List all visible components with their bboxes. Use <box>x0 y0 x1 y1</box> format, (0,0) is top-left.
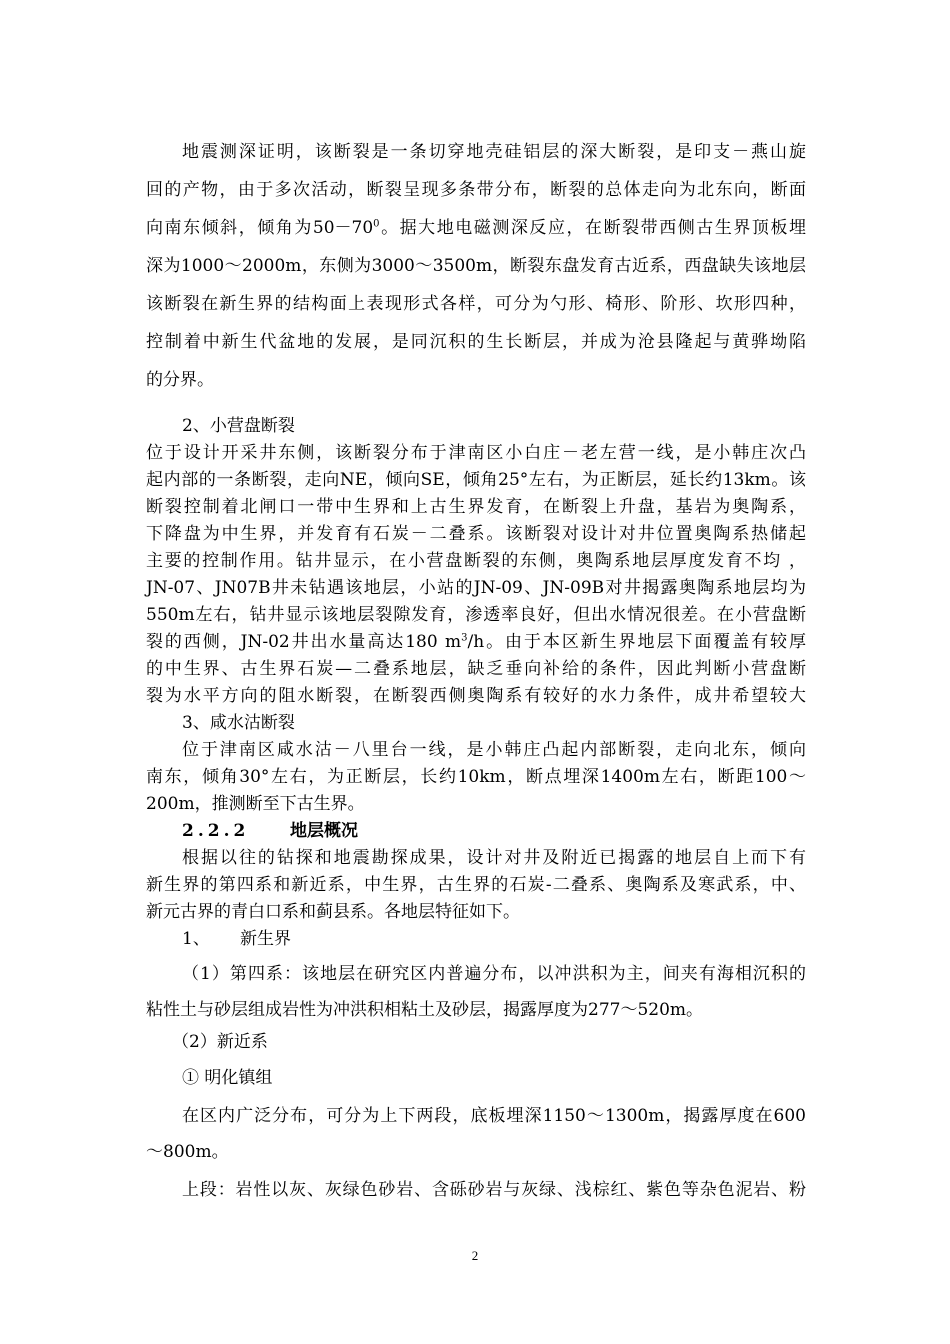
paragraph-line: 控制着中新生代盆地的发展，是同沉积的生长断层，并成为沧县隆起与黄骅坳陷 <box>146 332 806 352</box>
list-title: 新生界 <box>240 929 291 949</box>
paragraph-line: 位于津南区咸水沽－八里台一线，是小韩庄凸起内部断裂，走向北东，倾向 <box>182 740 806 760</box>
paragraph-line <box>146 632 806 652</box>
degree-superscript: 0 <box>373 218 380 230</box>
sub-heading: （2）新近系 <box>172 1032 268 1052</box>
section-heading: 2、小营盘断裂 <box>182 416 295 436</box>
list-number: 1、 <box>182 929 210 949</box>
paragraph-line: 位于设计开采井东侧，该断裂分布于津南区小白庄－老左营一线，是小韩庄次凸 <box>146 443 806 463</box>
paragraph-line: 该断裂在新生界的结构面上表现形式各样，可分为勺形、椅形、阶形、坎形四种， <box>146 294 806 314</box>
paragraph-line-part: 裂的西侧，JN-02井出水量高达180 m <box>146 632 462 652</box>
paragraph-line: 起内部的一条断裂，走向NE，倾向SE，倾角25°左右，为正断层，延长约13km。该 <box>146 470 806 490</box>
paragraph-line: 新生界的第四系和新近系，中生界，古生界的石炭-二叠系、奥陶系及寒武系，中、 <box>146 875 806 895</box>
sub-heading: ① 明化镇组 <box>182 1068 273 1088</box>
paragraph-line: 在区内广泛分布，可分为上下两段，底板埋深1150～1300m，揭露厚度在600 <box>182 1106 806 1126</box>
paragraph-line: 深为1000～2000m，东侧为3000～3500m，断裂东盘发育古近系，西盘缺失该地层 <box>146 256 806 276</box>
paragraph-line: 根据以往的钻探和地震勘探成果，设计对井及附近已揭露的地层自上而下有 <box>182 848 806 868</box>
paragraph-line: 下降盘为中生界，并发育有石炭－二叠系。该断裂对设计对井位置奥陶系热储起 <box>146 524 806 544</box>
paragraph-line: （1）第四系：该地层在研究区内普遍分布，以冲洪积为主，间夹有海相沉积的 <box>182 964 806 984</box>
paragraph-line: 回的产物，由于多次活动，断裂呈现多条带分布，断裂的总体走向为北东向，断面 <box>146 180 806 200</box>
paragraph-line-part: /h。由于本区新生界地层下面覆盖有较厚 <box>467 632 806 652</box>
subsection-title: 地层概况 <box>290 821 358 841</box>
paragraph-line: 550m左右，钻井显示该地层裂隙发育，渗透率良好，但出水情况很差。在小营盘断 <box>146 605 806 625</box>
paragraph-line-part: 。据大地电磁测深反应，在断裂带西侧古生界顶板埋 <box>379 218 807 238</box>
paragraph-line: 200m，推测断至下古生界。 <box>146 794 365 814</box>
paragraph-line: 南东，倾角30°左右，为正断层，长约10km，断点埋深1400m左右，断距100～ <box>146 767 806 787</box>
paragraph-line: 上段：岩性以灰、灰绿色砂岩、含砾砂岩与灰绿、浅棕红、紫色等杂色泥岩、粉 <box>182 1180 806 1200</box>
paragraph-line: 断裂控制着北闸口一带中生界和上古生界发育，在断裂上升盘，基岩为奥陶系， <box>146 497 806 517</box>
paragraph-line <box>146 218 806 238</box>
paragraph-line: JN-07、JN07B井未钻遇该地层，小站的JN-09、JN-09B对井揭露奥陶系地层均为 <box>146 578 806 598</box>
paragraph-line: ～800m。 <box>146 1142 229 1162</box>
paragraph-line: 粘性土与砂层组成岩性为冲洪积相粘土及砂层，揭露厚度为277～520m。 <box>146 1000 704 1020</box>
paragraph-line: 主要的控制作用。钻井显示，在小营盘断裂的东侧，奥陶系地层厚度发育不均 ， <box>146 551 806 571</box>
page-number: 2 <box>471 1248 479 1263</box>
paragraph-line: 裂为水平方向的阻水断裂，在断裂西侧奥陶系有较好的水力条件，成井希望较大 <box>146 686 806 706</box>
paragraph-line: 的中生界、古生界石炭—二叠系地层，缺乏垂向补给的条件，因此判断小营盘断 <box>146 659 806 679</box>
paragraph-line: 新元古界的青白口系和蓟县系。各地层特征如下。 <box>146 902 520 922</box>
section-heading: 3、咸水沽断裂 <box>182 713 295 733</box>
paragraph-line: 的分界。 <box>146 370 214 390</box>
subsection-number: 2.2.2 <box>182 821 250 841</box>
cubic-superscript: 3 <box>461 632 468 644</box>
paragraph-line: 地震测深证明，该断裂是一条切穿地壳硅铝层的深大断裂，是印支－燕山旋 <box>182 142 806 162</box>
paragraph-line-part: 向南东倾斜，倾角为50－70 <box>146 218 374 238</box>
